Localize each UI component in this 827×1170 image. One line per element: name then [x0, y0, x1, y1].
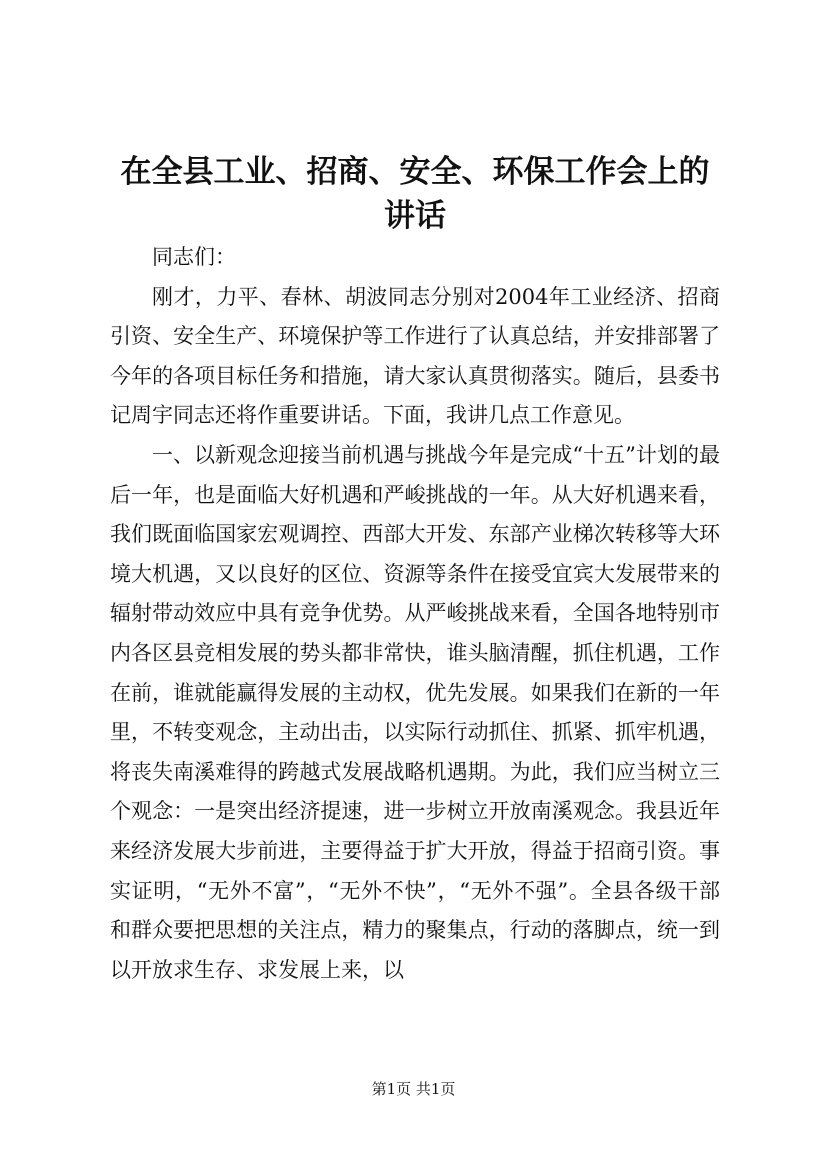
paragraph-2: 一、以新观念迎接当前机遇与挑战今年是完成“十五”计划的最后一年，也是面临大好机遇和严峻挑战的一年。从大好机遇来看，我们既面临国家宏观调控、西部大开发、东部产业梯次转移等大环境大机遇，又以良好的区位、资源等条件在接受宜宾大发展带来的辐射带动效应中具有竞争优势。从严峻挑战来看，全国各地特别市内各区县竞相发展的势头都非常快，谁头脑清醒，抓住机遇，工作在前，谁就能赢得发展的主动权，优先发展。如果我们在新的一年里，不转变观念，主动出击，以实际行动抓住、抓紧、抓牢机遇，将丧失南溪难得的跨越式发展战略机遇期。为此，我们应当树立三个观念：一是突出经济提速，进一步树立开放南溪观念。我县近年来经济发展大步前进，主要得益于扩大开放，得益于招商引资。事实证明，“无外不富”，“无外不快”，“无外不强”。全县各级干部和群众要把思想的关注点，精力的聚集点，行动的落脚点，统一到以开放求生存、求发展上来，以: [110, 442, 720, 982]
paragraph-1: 刚才，力平、春林、胡波同志分别对2004年工业经济、招商引资、安全生产、环境保护等工作进行了认真总结，并安排部署了今年的各项目标任务和措施，请大家认真贯彻落实。随后，县委书记周宇同志还将作重要讲话。下面，我讲几点工作意见。: [110, 284, 720, 428]
page-footer: 第1页 共1页: [371, 1080, 456, 1098]
document-title: 在全县工业、招商、安全、环保工作会上的讲话: [120, 154, 710, 234]
document-body: [110, 238, 720, 990]
salutation: 同志们：: [152, 245, 236, 269]
